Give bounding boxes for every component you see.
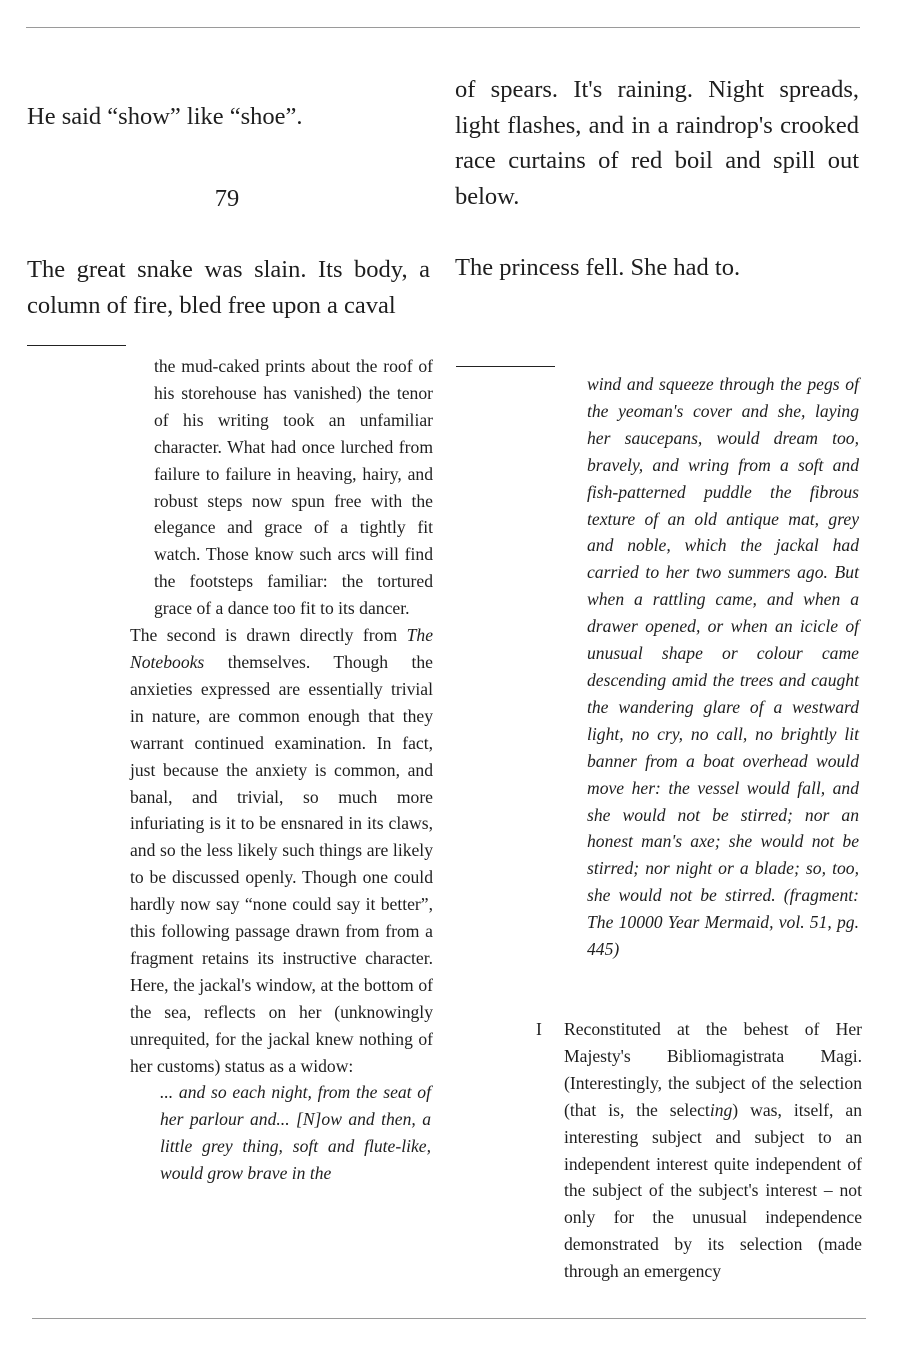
footnote-continued-paragraph: the mud-caked prints about the roof of his storehouse has vanished) the tenor of his writing took an unfamiliar character. What had once lurched from failure to failure in heaving, hairy, and robust steps now spun free with the elegance and grace of a tightly fit watch. Those know such arcs will find the footsteps familiar: the tortured grace of a dance too fit to its dancer. xyxy=(154,356,433,619)
footnote-left xyxy=(130,353,433,1187)
main-passage-right: of spears. It's raining. Night spreads, light flashes, and in a raindrop's crooked race curtains of red boil and spill out below. xyxy=(455,76,859,210)
footnote-right: Reconstituted at the behest of Her Majesty's Bibliomagistrata Magi. (Interestingly, the subject of the selection (that is, the selecting) was, itself, an interesting subject and subject to an independent interest quite independent of the subject of the subject's interest – not only for the unusual independence demonstrated by its selection (made through an emergency xyxy=(564,1019,862,1282)
block-quote-left: ... and so each night, from the seat of her parlour and... [N]ow and then, a little grey thing, soft and flute-like, would grow brave in the xyxy=(160,1082,431,1184)
emphasis: ing xyxy=(709,1099,733,1120)
footnote-separator-left xyxy=(27,345,126,346)
footnote-paragraph-2: The second is drawn directly from The Notebooks themselves. Though the anxieties expressed are essentially trivial in nature, are common enough that they warrant continued examination. In fact, just because the anxiety is common, and banal, and trivial, so much more infuriating is it to be ensnared in its claws, and so the less likely such things are likely to be discussed openly. Though one could hardly now say “none could say it better”, this following passage drawn from from a fragment retains its instructive character. Here, the jackal's window, at the bottom of the sea, reflects on her (unknowingly unrequited, for the jackal knew nothing of her customs) status as a widow: xyxy=(130,625,433,1076)
book-title: The Notebooks xyxy=(130,625,433,672)
header-rule xyxy=(26,27,860,28)
footnote-marker: I xyxy=(536,1019,542,1039)
block-quote-right: wind and squeeze through the pegs of the yeoman's cover and she, laying her saucepans, would dream too, bravely, and wring from a soft and fish-patterned puddle the fibrous texture of an old antique mat, grey and noble, which the jackal had carried to her two summers ago. But when a rattling came, and when a drawer opened, or when an icicle of unusual shape or colour came descending amid the trees and caught the wandering glare of a westward light, no cry, no call, no brightly lit banner from a boat overhead would move her: the vessel would fall, and she would not be stirred; nor an honest man's axe; she would not be stirred; nor night or a blade; so, too, she would not be stirred. (fragment: The 10000 Year Mermaid, vol. 51, pg. 445) xyxy=(587,374,859,960)
princess-passage: The princess fell. She had to. xyxy=(455,254,741,281)
section-number: 79 xyxy=(214,185,240,212)
footer-rule xyxy=(32,1318,866,1319)
footnote-separator-right xyxy=(456,366,555,367)
main-passage-left: The great snake was slain. Its body, a column of fire, bled free upon a caval xyxy=(27,256,430,319)
quote-line: He said “show” like “shoe”. xyxy=(27,103,303,130)
